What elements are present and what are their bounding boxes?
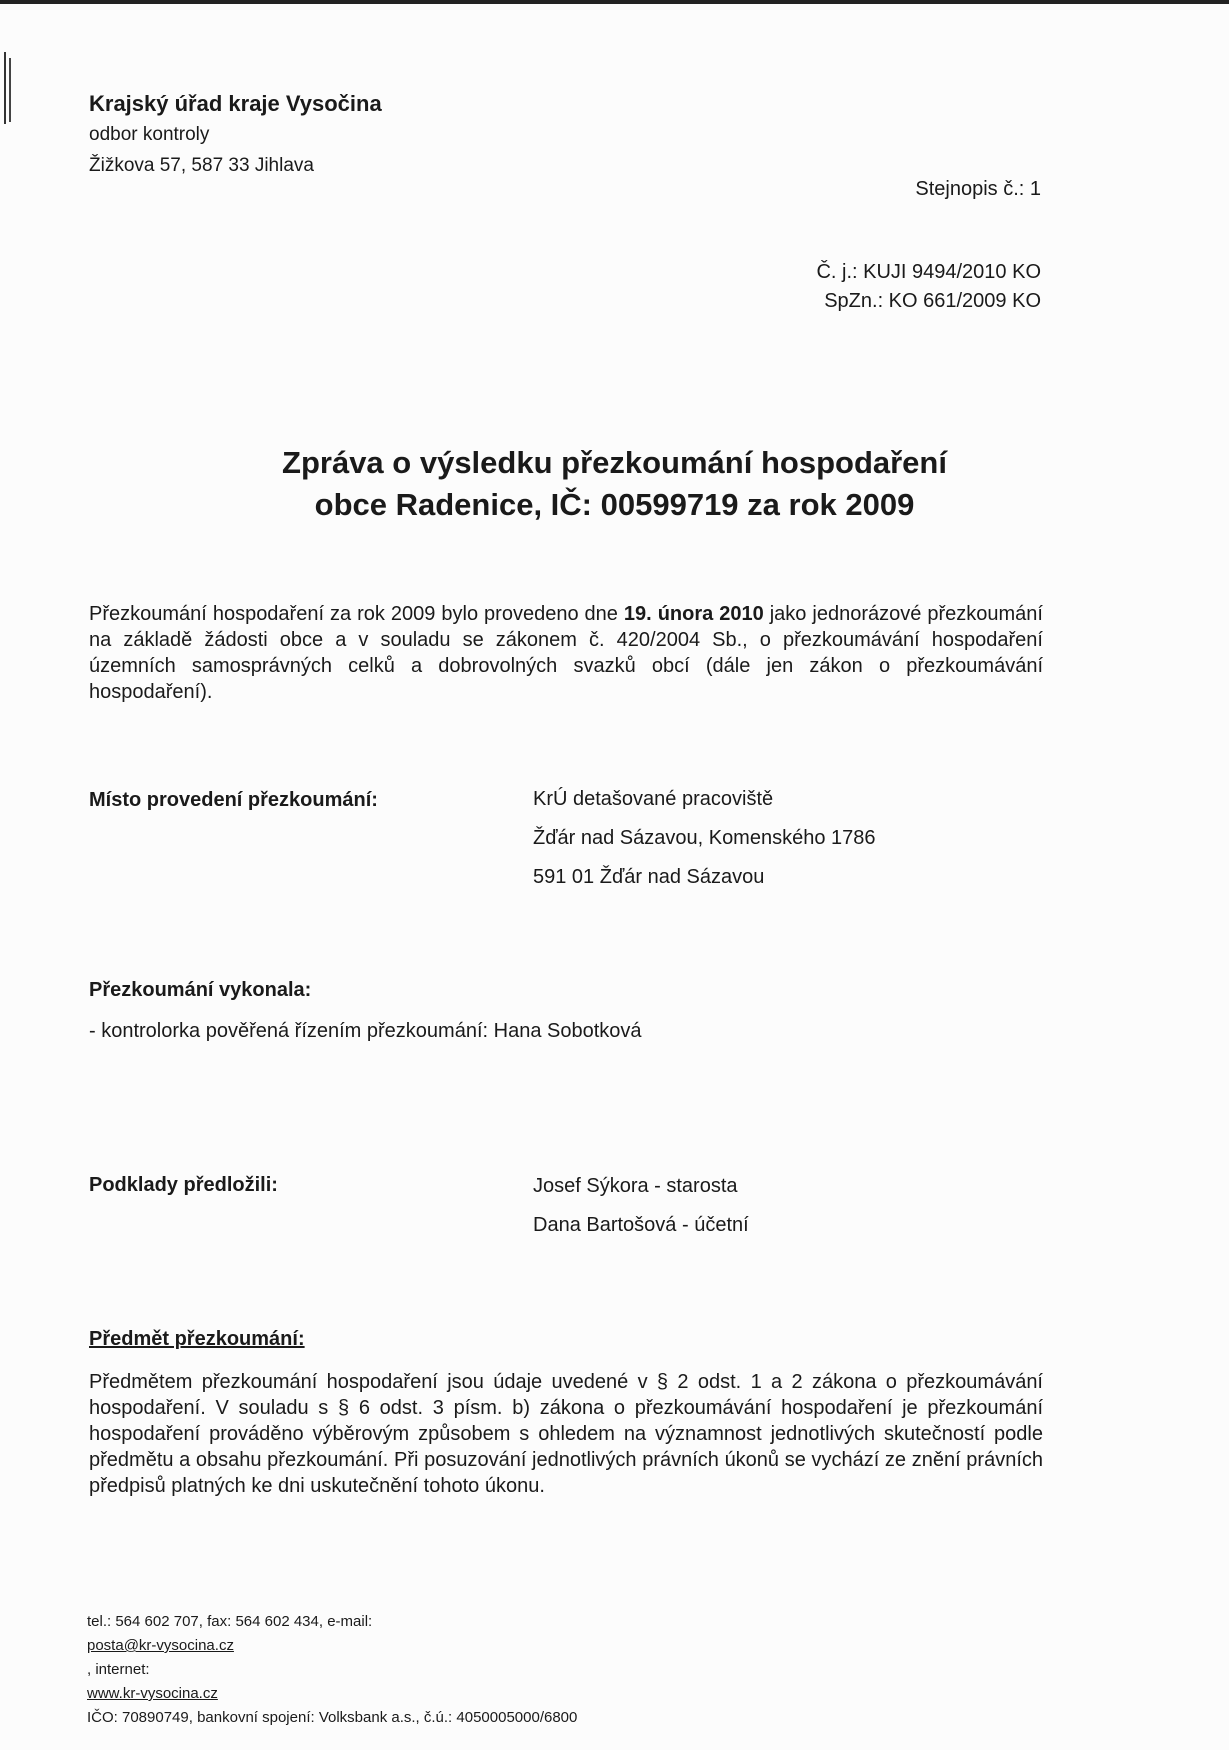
footer bbox=[87, 1610, 577, 1730]
footer-contact-prefix: tel.: 564 602 707, fax: 564 602 434, e-mail: bbox=[87, 1613, 373, 1630]
document-title bbox=[0, 442, 1229, 526]
performed-by-label: Přezkoumání vykonala: bbox=[89, 979, 312, 1001]
reference-spzn: SpZn.: KO 661/2009 KO bbox=[824, 290, 1041, 312]
scan-edge-top bbox=[0, 0, 1229, 4]
copy-number: Stejnopis č.: 1 bbox=[915, 178, 1041, 200]
footer-bank: IČO: 70890749, bankovní spojení: Volksbank a.s., č.ú.: 4050005000/6800 bbox=[87, 1709, 578, 1726]
intro-text-end: jako jednorázové přezkoumání na základě žádosti obce a v souladu se zákonem č. 420/2004 Sb., o přezkoumávání hospodaření územních samosprávných celků a dobrovolných svazků obcí (dále jen zákon o přezkoumávání hospodaření). bbox=[89, 603, 1043, 703]
submitted-by-value bbox=[533, 1167, 749, 1245]
performed-by-text: - kontrolorka pověřená řízením přezkoumání: Hana Sobotková bbox=[89, 1020, 642, 1042]
scan-edge-mark bbox=[9, 58, 11, 122]
reference-cj: Č. j.: KUJI 9494/2010 KO bbox=[816, 261, 1041, 283]
submitted-by-label: Podklady předložili: bbox=[89, 1174, 278, 1196]
sender-name: Krajský úřad kraje Vysočina bbox=[89, 91, 382, 116]
website-link[interactable]: www.kr-vysocina.cz bbox=[87, 1685, 218, 1702]
location-line-1: KrÚ detašované pracoviště bbox=[533, 788, 774, 810]
intro-paragraph bbox=[89, 601, 1043, 705]
reference-block bbox=[816, 258, 1041, 316]
footer-contact bbox=[87, 1610, 577, 1706]
email-link[interactable]: posta@kr-vysocina.cz bbox=[87, 1637, 234, 1654]
location-line-3: 591 01 Žďár nad Sázavou bbox=[533, 866, 765, 888]
location-line-2: Žďár nad Sázavou, Komenského 1786 bbox=[533, 827, 876, 849]
sender-block bbox=[89, 88, 382, 181]
sender-address: Žižkova 57, 587 33 Jihlava bbox=[89, 155, 314, 176]
inspection-date: 19. února 2010 bbox=[623, 603, 764, 625]
title-line-1: Zpráva o výsledku přezkoumání hospodaření bbox=[282, 445, 947, 480]
subject-paragraph: Předmětem přezkoumání hospodaření jsou údaje uvedené v § 2 odst. 1 a 2 zákona o přezkoumávání hospodaření. V souladu s § 6 odst. 3 písm. b) zákona o přezkoumávání hospodaření je přezkoumání hospodaření prováděno výběrovým způsobem s ohledem na významnost jednotlivých skutečností podle předmětu a obsahu přezkoumání. Při posuzování jednotlivých právních úkonů se vychází ze znění právních předpisů platných ke dni uskutečnění tohoto úkonu. bbox=[89, 1371, 1043, 1497]
sender-department: odbor kontroly bbox=[89, 124, 210, 145]
submitted-person-1: Josef Sýkora - starosta bbox=[533, 1175, 738, 1197]
submitted-person-2: Dana Bartošová - účetní bbox=[533, 1214, 749, 1236]
scan-edge-mark bbox=[4, 52, 6, 124]
location-value bbox=[533, 780, 876, 897]
intro-text-start: Přezkoumání hospodaření za rok 2009 bylo provedeno dne bbox=[89, 603, 624, 625]
subject-label: Předmět přezkoumání: bbox=[89, 1328, 305, 1350]
location-label: Místo provedení přezkoumání: bbox=[89, 789, 378, 811]
title-line-2: obce Radenice, IČ: 00599719 za rok 2009 bbox=[314, 487, 915, 522]
footer-internet-prefix: , internet: bbox=[87, 1661, 150, 1678]
